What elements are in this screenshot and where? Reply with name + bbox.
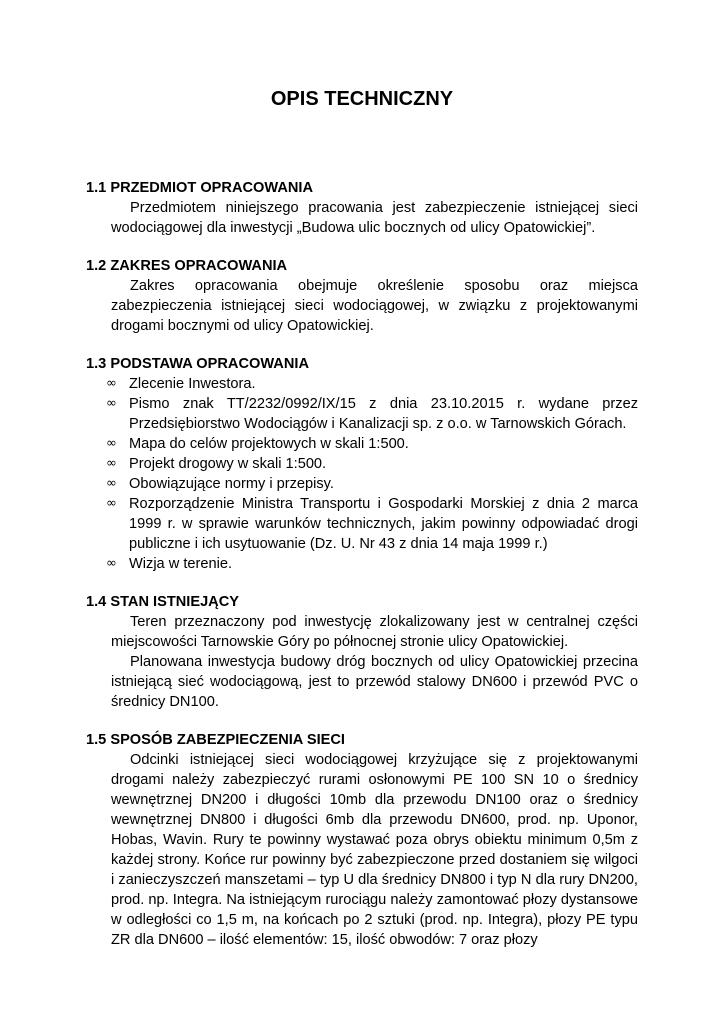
section-paragraph: Planowana inwestycja budowy dróg bocznych od ulicy Opatowickiej przecina istniejącą sieć wodociągową, jest to przewód stalowy DN600 i przewód PVC o średnicy DN100. <box>111 654 638 710</box>
infinity-bullet-icon: ∞ <box>106 476 117 491</box>
section-heading: 1.2 ZAKRES OPRACOWANIA <box>86 258 288 274</box>
infinity-bullet-icon: ∞ <box>106 436 117 451</box>
infinity-bullet-icon: ∞ <box>106 456 117 471</box>
basis-list <box>86 374 638 574</box>
section-podstawa <box>86 354 638 574</box>
section-przedmiot <box>86 178 638 238</box>
section-paragraph: Przedmiotem niniejszego pracowania jest zabezpieczenie istniejącej sieci wodociągowej dla inwestycji „Budowa ulic bocznych od ulicy Opatowickiej”. <box>111 200 638 236</box>
section-heading: 1.1 PRZEDMIOT OPRACOWANIA <box>86 180 314 196</box>
list-item: ∞ Rozporządzenie Ministra Transportu i Gospodarki Morskiej z dnia 2 marca 1999 r. w sprawie warunków technicznych, jakim powinny odpowiadać drogi publiczne i ich usytuowanie (Dz. U. Nr 43 z dnia 14 maja 1999 r.) <box>106 496 638 552</box>
infinity-bullet-icon: ∞ <box>106 496 117 511</box>
section-heading: 1.5 SPOSÓB ZABEZPIECZENIA SIECI <box>86 732 345 748</box>
section-heading: 1.3 PODSTAWA OPRACOWANIA <box>86 356 309 372</box>
section-paragraph: Zakres opracowania obejmuje określenie sposobu oraz miejsca zabezpieczenia istniejącej sieci wodociągowej, w związku z projektowanymi drogami bocznymi od ulicy Opatowickiej. <box>111 278 638 334</box>
list-item: ∞ Zlecenie Inwestora. <box>106 376 256 392</box>
list-item: ∞ Mapa do celów projektowych w skali 1:500. <box>106 436 409 452</box>
list-item: ∞ Obowiązujące normy i przepisy. <box>106 476 334 492</box>
section-heading: 1.4 STAN ISTNIEJĄCY <box>86 594 239 610</box>
section-paragraph: Teren przeznaczony pod inwestycję zlokalizowany jest w centralnej części miejscowości Tarnowskie Góry po północnej stronie ulicy Opatowickiej. <box>111 614 638 650</box>
list-item: ∞ Projekt drogowy w skali 1:500. <box>106 456 327 472</box>
infinity-bullet-icon: ∞ <box>106 396 117 411</box>
document-content <box>86 178 638 968</box>
infinity-bullet-icon: ∞ <box>106 376 117 391</box>
section-sposob-zabezpieczenia <box>86 730 638 950</box>
infinity-bullet-icon: ∞ <box>106 556 117 571</box>
section-stan-istniejacy <box>86 592 638 712</box>
list-item: ∞ Pismo znak TT/2232/0992/IX/15 z dnia 23.10.2015 r. wydane przez Przedsiębiorstwo Wodociągów i Kanalizacji sp. z o.o. w Tarnowskich Górach. <box>106 396 638 432</box>
section-zakres <box>86 256 638 336</box>
section-paragraph: Odcinki istniejącej sieci wodociągowej krzyżujące się z projektowanymi drogami należy zabezpieczyć rurami osłonowymi PE 100 SN 10 o średnicy wewnętrznej DN200 i długości 10mb dla przewodu DN100 oraz o średnicy wewnętrznej DN800 i długości 6mb dla przewodu DN600, prod. np. Uponor, Hobas, Wavin. Rury te powinny wystawać poza obrys obiektu minimum 0,5m z każdej strony. Końce rur powinny być zabezpieczone przed dostaniem się wilgoci i zanieczyszczeń manszetami – typ U dla średnicy DN800 i typ N dla rury DN200, prod. np. Integra. Na istniejącym rurociągu należy zamontować płozy dystansowe w odległości co 1,5 m, na końcach po 2 sztuki (prod. np. Integra), płozy PE typu ZR dla DN600 – ilość elementów: 15, ilość obwodów: 7 oraz płozy <box>111 752 638 948</box>
document-title: OPIS TECHNICZNY <box>270 88 454 110</box>
list-item: ∞ Wizja w terenie. <box>106 556 232 572</box>
